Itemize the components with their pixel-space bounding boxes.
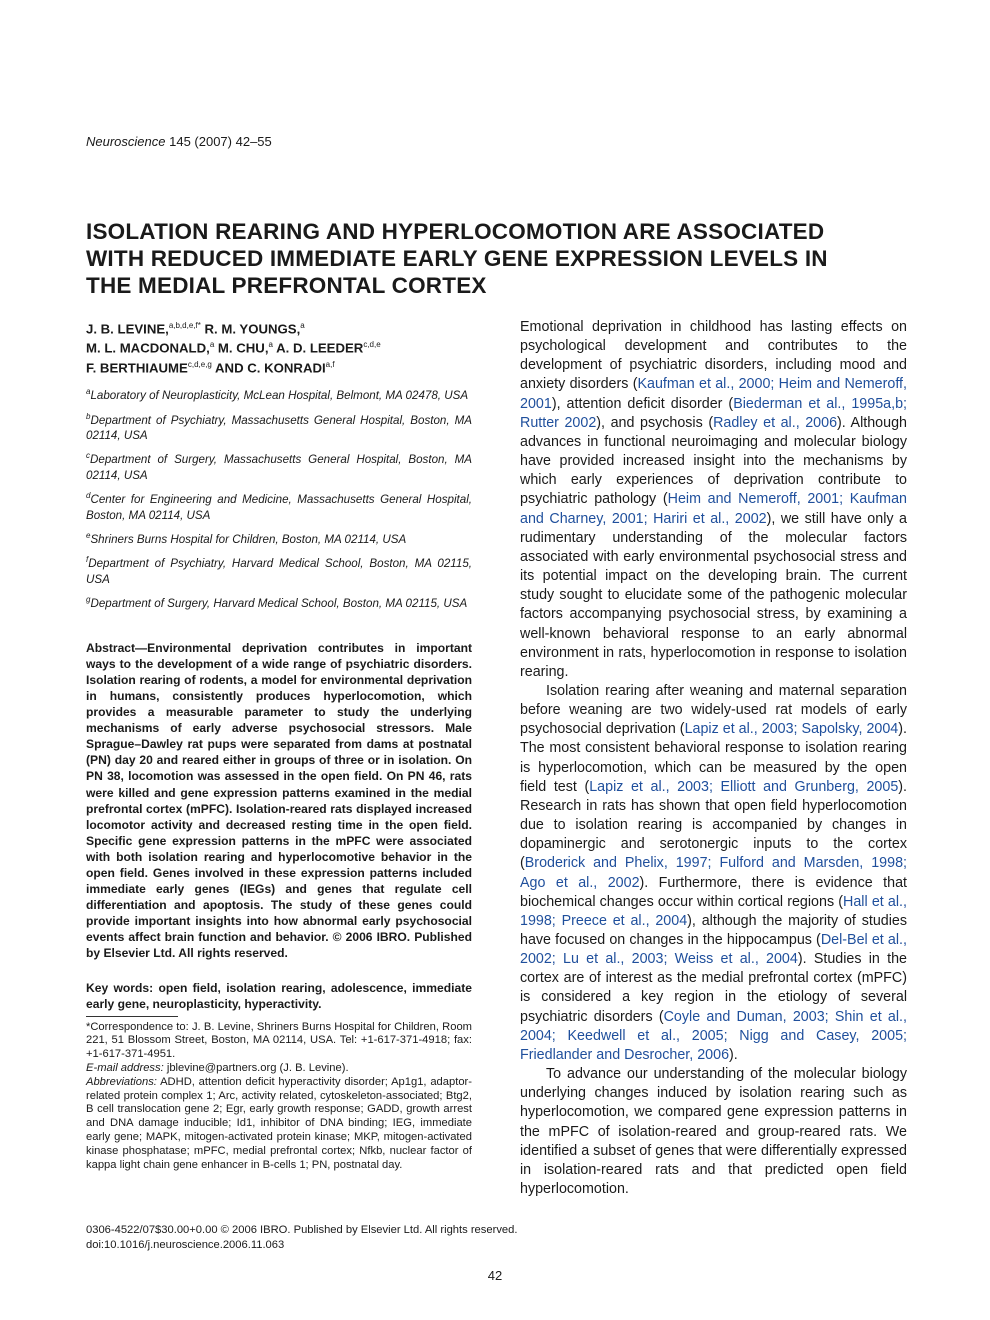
body-text: ). [729, 1046, 738, 1063]
title-line: THE MEDIAL PREFRONTAL CORTEX [86, 273, 487, 298]
body-text: Isolation rearing after weaning and maternal separation before weaning are two widely-used rat models of early psychosocial deprivation ( [520, 682, 907, 738]
author-affiliation-marks: a [300, 321, 305, 330]
author-name: J. B. LEVINE, [86, 321, 169, 337]
author-affiliation-marks: a,f [325, 359, 335, 369]
affiliation-text: Department of Psychiatry, Harvard Medical School, Boston, MA 02115, USA [86, 557, 472, 586]
affiliation-mark: e [86, 531, 91, 541]
author-name: R. M. YOUNGS, [200, 321, 301, 337]
body-text: ), we still have only a rudimentary understanding of the molecular factors associated with early environmental psychosocial stress and its potential impact on the developing brain. The current study sought to elucidate some of the pathogenic molecular factors accompanying psychosocial stress, by examining a well-known behavioral response to an early abnormal environment in rats, hyperlocomotion in response to isolation rearing. [520, 510, 908, 680]
affiliation-mark: g [86, 595, 91, 605]
author-line [86, 318, 472, 337]
email-line [86, 1062, 472, 1076]
keywords: Key words: open field, isolation rearing, adolescence, immediate early gene, neuroplasticity, hyperactivity. [86, 980, 472, 1011]
author-affiliation-marks: c,d,e,g [187, 359, 212, 369]
journal-name: Neuroscience [86, 134, 166, 149]
author-name: F. BERTHIAUME [86, 360, 188, 376]
body-text: ). Furthermore, there is evidence that biochemical changes occur within cortical regions ( [520, 874, 907, 910]
title-line: WITH REDUCED IMMEDIATE EARLY GENE EXPRESSION LEVELS IN [86, 246, 828, 271]
journal-citation [86, 134, 272, 149]
affiliation [86, 592, 472, 611]
reference-link[interactable]: Coyle and Duman, 2003; Shin et al., 2004; Keedwell et al., 2005; Nigg and Casey, 2005; Friedlander and Desrocher, 2006 [520, 1008, 907, 1063]
title-line: ISOLATION REARING AND HYPERLOCOMOTION ARE ASSOCIATED [86, 219, 825, 244]
body-paragraph: To advance our understanding of the molecular biology underlying changes induced by isolation rearing such as hyperlocomotion, we compared gene expression patterns in the mPFC of isolation-reared and group-reared rats. We identified a subset of genes that were differentially expressed in isolation-reared rats and that predicted open field hyperlocomotion. [520, 1066, 907, 1198]
reference-link[interactable]: Hall et al., 1998; Preece et al., 2004 [520, 893, 907, 929]
affiliation-text: Center for Engineering and Medicine, Massachusetts General Hospital, Boston, MA 02114, USA [86, 493, 472, 522]
body-paragraph [520, 318, 907, 682]
abstract: Abstract—Environmental deprivation contributes in important ways to the development of a wide range of psychiatric disorders. Isolation rearing of rodents, a model for environmental deprivation in humans, consistently produces hyperlocomotion, which provides a measurable parameter to study the underlying mechanisms of early adverse psychosocial stressors. Male Sprague–Dawley rat pups were separated from dams at postnatal (PN) day 20 and reared either in groups of three or in isolation. On PN 38, locomotion was assessed in the open field. On PN 46, rats were killed and gene expression patterns examined in the medial prefrontal cortex (mPFC). Isolation-reared rats displayed increased locomotor activity and decreased resting time in the open field. Specific gene expression patterns in the mPFC were associated with both isolation rearing and hyperlocomotive behavior in the open field. Genes involved in these expression patterns included immediate early genes (IEGs) and genes that regulate cell differentiation and apoptosis. The study of these genes could provide important insights into how abnormal early psychosocial events affect brain function and behavior. © 2006 IBRO. Published by Elsevier Ltd. All rights reserved. [86, 640, 472, 961]
body-text: ), attention deficit disorder ( [551, 395, 734, 412]
author-affiliation-marks: a [268, 340, 273, 350]
author-affiliation-marks: c,d,e [363, 340, 381, 350]
affiliation [86, 528, 472, 547]
reference-link[interactable]: Lapiz et al., 2003; Elliott and Grunberg, 2005 [589, 778, 899, 795]
affiliation-mark: a [86, 387, 91, 397]
reference-link[interactable]: Radley et al., 2006 [713, 414, 838, 431]
right-column [520, 318, 907, 1199]
body-text: ), and psychosis ( [596, 414, 714, 431]
email-label: E-mail address: [86, 1061, 164, 1074]
doi-line[interactable]: doi:10.1016/j.neuroscience.2006.11.063 [86, 1238, 285, 1251]
affiliation-text: Department of Surgery, Harvard Medical School, Boston, MA 02115, USA [90, 597, 468, 611]
email-address[interactable]: jblevine@partners.org (J. B. Levine). [163, 1061, 349, 1074]
journal-volume: 145 (2007) 42–55 [165, 134, 272, 149]
correspondence-footnote [86, 1021, 472, 1173]
body-text: ). Studies in the cortex are of interest as the medial prefrontal cortex (mPFC) is considered a key region in the etiology of several psychiatric disorders ( [520, 951, 907, 1025]
body-text: ). The most consistent behavioral response to isolation rearing is hyperlocomotion, which can be measured by the open field test ( [520, 721, 907, 795]
affiliation-mark: b [86, 411, 91, 421]
affiliation [86, 552, 472, 587]
author-name: A. D. LEEDER [272, 340, 364, 356]
affiliation-text: Shriners Burns Hospital for Children, Boston, MA 02114, USA [90, 532, 407, 546]
affiliation-text: Laboratory of Neuroplasticity, McLean Hospital, Belmont, MA 02478, USA [90, 389, 469, 403]
author-name: M. L. MACDONALD, [86, 340, 210, 356]
page-number: 42 [487, 1268, 503, 1283]
author-name: AND C. KONRADI [211, 360, 326, 376]
reference-link[interactable]: Del-Bel et al., 2002; Lu et al., 2003; Weiss et al., 2004 [520, 932, 907, 968]
body-text: Emotional deprivation in childhood has lasting effects on psychological development and contributes to the development of psychiatric disorders, including mood and anxiety disorders ( [520, 319, 907, 393]
reference-link[interactable]: Lapiz et al., 2003; Sapolsky, 2004 [684, 721, 899, 738]
affiliation-list [86, 384, 472, 612]
affiliation-text: Department of Surgery, Massachusetts General Hospital, Boston, MA 02114, USA [86, 453, 472, 482]
reference-link[interactable]: Kaufman et al., 2000; Heim and Nemeroff, 2001 [520, 376, 907, 412]
reference-link[interactable]: Heim and Nemeroff, 2001; Kaufman and Charney, 2001; Hariri et al., 2002 [520, 491, 907, 527]
footnote-divider [86, 1016, 178, 1017]
body-text: ). Research in rats has shown that open field hyperlocomotion due to isolation rearing is accompanied by changes in dopaminergic and serotonergic inputs to the cortex ( [520, 778, 908, 872]
reference-link[interactable]: Biederman et al., 1995a,b; Rutter 2002 [520, 395, 907, 431]
affiliation [86, 488, 472, 523]
author-affiliation-marks: a,b,d,e,f* [168, 321, 201, 330]
author-list [86, 318, 472, 376]
author-affiliation-marks: a [209, 340, 215, 350]
body-text: ), although the majority of studies have focused on changes in the hippocampus ( [520, 912, 908, 948]
affiliation-mark: c [86, 451, 90, 461]
article-title [86, 218, 896, 299]
abbreviations-label: Abbreviations: [86, 1075, 157, 1088]
author-name: M. CHU, [214, 340, 269, 356]
body-text: ). Although advances in functional neuroimaging and molecular biology have provided increased insight into the mechanisms by which early experiences of deprivation contribute to psychiatric pathology ( [520, 414, 907, 508]
author-line [86, 337, 472, 356]
affiliation-mark: d [86, 491, 91, 501]
author-line [86, 357, 472, 376]
affiliation [86, 448, 472, 483]
correspondence-address: *Correspondence to: J. B. Levine, Shriners Burns Hospital for Children, Room 221, 51 Blossom Street, Boston, MA 02114, USA. Tel: +1-617-371-4918; fax: +1-617-371-4951. [86, 1020, 472, 1061]
left-column [86, 318, 472, 1172]
abbreviations-line [86, 1076, 472, 1173]
affiliation [86, 384, 472, 403]
copyright-notice [86, 1223, 517, 1252]
reference-link[interactable]: Broderick and Phelix, 1997; Fulford and Marsden, 1998; Ago et al., 2002 [520, 855, 907, 891]
affiliation-text: Department of Psychiatry, Massachusetts General Hospital, Boston, MA 02114, USA [86, 413, 472, 442]
affiliation [86, 409, 472, 444]
affiliation-mark: f [86, 555, 89, 565]
abbreviations-text: ADHD, attention deficit hyperactivity disorder; Ap1g1, adaptor-related protein complex 1; Arc, activity related, cytoskeleton-associated; Btg2, B cell translocation gene 2; Egr, early growth response; GADD, growth arrest and DNA damage inducible; Id1, inhibitor of DNA binding; IEG, immediate early gene; MAPK, mitogen-activated protein kinase; MKP, mitogen-activated kinase phosphatase; mPFC, medial prefrontal cortex; Nfkb, nuclear factor of kappa light chain gene enhancer in B-cells 1; PN, postnatal day. [86, 1075, 472, 1171]
copyright-line: 0306-4522/07$30.00+0.00 © 2006 IBRO. Published by Elsevier Ltd. All rights reserved. [86, 1224, 518, 1236]
body-paragraph [520, 682, 907, 1065]
